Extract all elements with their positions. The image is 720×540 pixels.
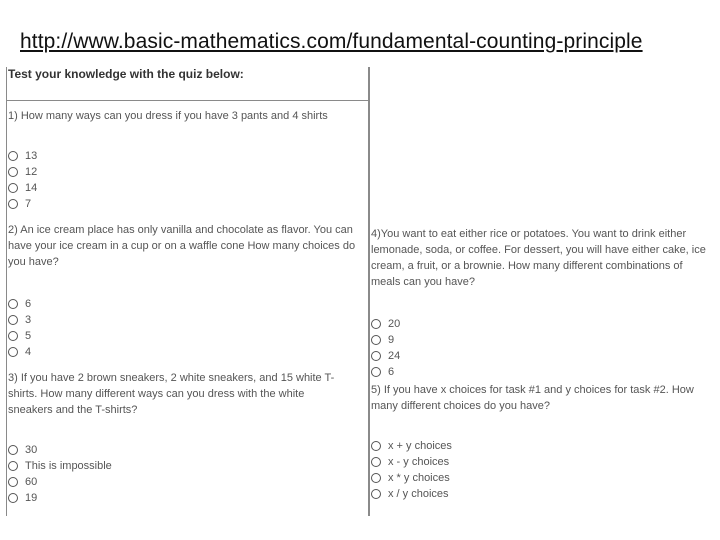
radio-button-icon[interactable] bbox=[8, 445, 18, 455]
question-2-option-d[interactable] bbox=[8, 344, 366, 360]
question-1-option-d[interactable] bbox=[8, 196, 364, 212]
option-label: 6 bbox=[388, 366, 395, 378]
option-label: x / y choices bbox=[388, 488, 449, 500]
question-2-text: 2) An ice cream place has only vanilla and chocolate as flavor. You can have your ice cream in a cup or on a waffle cone How many choices do you have? bbox=[8, 224, 356, 268]
radio-button-icon[interactable] bbox=[8, 151, 18, 161]
question-1-options bbox=[8, 148, 364, 212]
question-2-option-b[interactable] bbox=[8, 312, 366, 328]
option-label: 9 bbox=[388, 334, 395, 346]
option-label: 20 bbox=[388, 318, 401, 330]
option-label: 14 bbox=[25, 182, 38, 194]
question-2-options bbox=[8, 296, 366, 360]
radio-button-icon[interactable] bbox=[8, 493, 18, 503]
question-5-options bbox=[371, 438, 711, 502]
radio-button-icon[interactable] bbox=[371, 473, 381, 483]
radio-button-icon[interactable] bbox=[8, 315, 18, 325]
radio-button-icon[interactable] bbox=[371, 351, 381, 361]
question-1 bbox=[8, 108, 364, 212]
option-label: 7 bbox=[25, 198, 32, 210]
option-label: 30 bbox=[25, 444, 38, 456]
radio-button-icon[interactable] bbox=[371, 489, 381, 499]
radio-button-icon[interactable] bbox=[8, 347, 18, 357]
question-4-text: 4)You want to eat either rice or potatoes. You want to drink either lemonade, soda, or coffee. For dessert, you will have either cake, ice cream, a fruit, or a brownie. How many different combinations of meals can you have? bbox=[371, 228, 706, 288]
question-5 bbox=[371, 382, 711, 502]
quiz-header bbox=[6, 67, 369, 101]
question-1-option-b[interactable] bbox=[8, 164, 364, 180]
option-label: x * y choices bbox=[388, 472, 450, 484]
option-label: 13 bbox=[25, 150, 38, 162]
radio-button-icon[interactable] bbox=[371, 319, 381, 329]
question-3-text: 3) If you have 2 brown sneakers, 2 white sneakers, and 15 white T-shirts. How many different ways can you dress with the white sneakers and the T-shirts? bbox=[8, 372, 335, 416]
question-3-option-b[interactable] bbox=[8, 458, 348, 474]
question-2 bbox=[8, 222, 366, 360]
question-1-text: 1) How many ways can you dress if you have 3 pants and 4 shirts bbox=[8, 110, 328, 122]
radio-button-icon[interactable] bbox=[8, 331, 18, 341]
question-4-option-b[interactable] bbox=[371, 332, 711, 348]
question-1-option-c[interactable] bbox=[8, 180, 364, 196]
question-2-option-a[interactable] bbox=[8, 296, 366, 312]
radio-button-icon[interactable] bbox=[371, 457, 381, 467]
question-5-text: 5) If you have x choices for task #1 and y choices for task #2. How many different choices do you have? bbox=[371, 384, 694, 412]
question-4-option-d[interactable] bbox=[371, 364, 711, 380]
option-label: 3 bbox=[25, 314, 32, 326]
question-5-option-c[interactable] bbox=[371, 470, 711, 486]
option-label: This is impossible bbox=[25, 460, 112, 472]
question-5-option-d[interactable] bbox=[371, 486, 711, 502]
option-label: x + y choices bbox=[388, 440, 452, 452]
radio-button-icon[interactable] bbox=[8, 199, 18, 209]
question-4 bbox=[371, 226, 711, 380]
radio-button-icon[interactable] bbox=[371, 441, 381, 451]
radio-button-icon[interactable] bbox=[8, 167, 18, 177]
radio-button-icon[interactable] bbox=[8, 299, 18, 309]
option-label: 6 bbox=[25, 298, 32, 310]
question-4-option-a[interactable] bbox=[371, 316, 711, 332]
radio-button-icon[interactable] bbox=[8, 183, 18, 193]
question-5-option-b[interactable] bbox=[371, 454, 711, 470]
option-label: 4 bbox=[25, 346, 32, 358]
option-label: 12 bbox=[25, 166, 38, 178]
question-4-options bbox=[371, 316, 711, 380]
option-label: 19 bbox=[25, 492, 38, 504]
option-label: 5 bbox=[25, 330, 32, 342]
page-title-link[interactable]: http://www.basic-mathematics.com/fundamental-counting-principle bbox=[20, 30, 643, 53]
question-2-option-c[interactable] bbox=[8, 328, 366, 344]
option-label: 24 bbox=[388, 350, 401, 362]
radio-button-icon[interactable] bbox=[8, 461, 18, 471]
option-label: 60 bbox=[25, 476, 38, 488]
question-3-option-d[interactable] bbox=[8, 490, 348, 506]
question-5-option-a[interactable] bbox=[371, 438, 711, 454]
radio-button-icon[interactable] bbox=[371, 367, 381, 377]
question-4-option-c[interactable] bbox=[371, 348, 711, 364]
question-3-option-c[interactable] bbox=[8, 474, 348, 490]
option-label: x - y choices bbox=[388, 456, 450, 468]
question-1-option-a[interactable] bbox=[8, 148, 364, 164]
quiz-header-text: Test your knowledge with the quiz below: bbox=[8, 67, 244, 81]
quiz-divider bbox=[369, 67, 370, 516]
radio-button-icon[interactable] bbox=[8, 477, 18, 487]
question-3-options bbox=[8, 442, 348, 506]
question-3 bbox=[8, 370, 348, 506]
radio-button-icon[interactable] bbox=[371, 335, 381, 345]
question-3-option-a[interactable] bbox=[8, 442, 348, 458]
